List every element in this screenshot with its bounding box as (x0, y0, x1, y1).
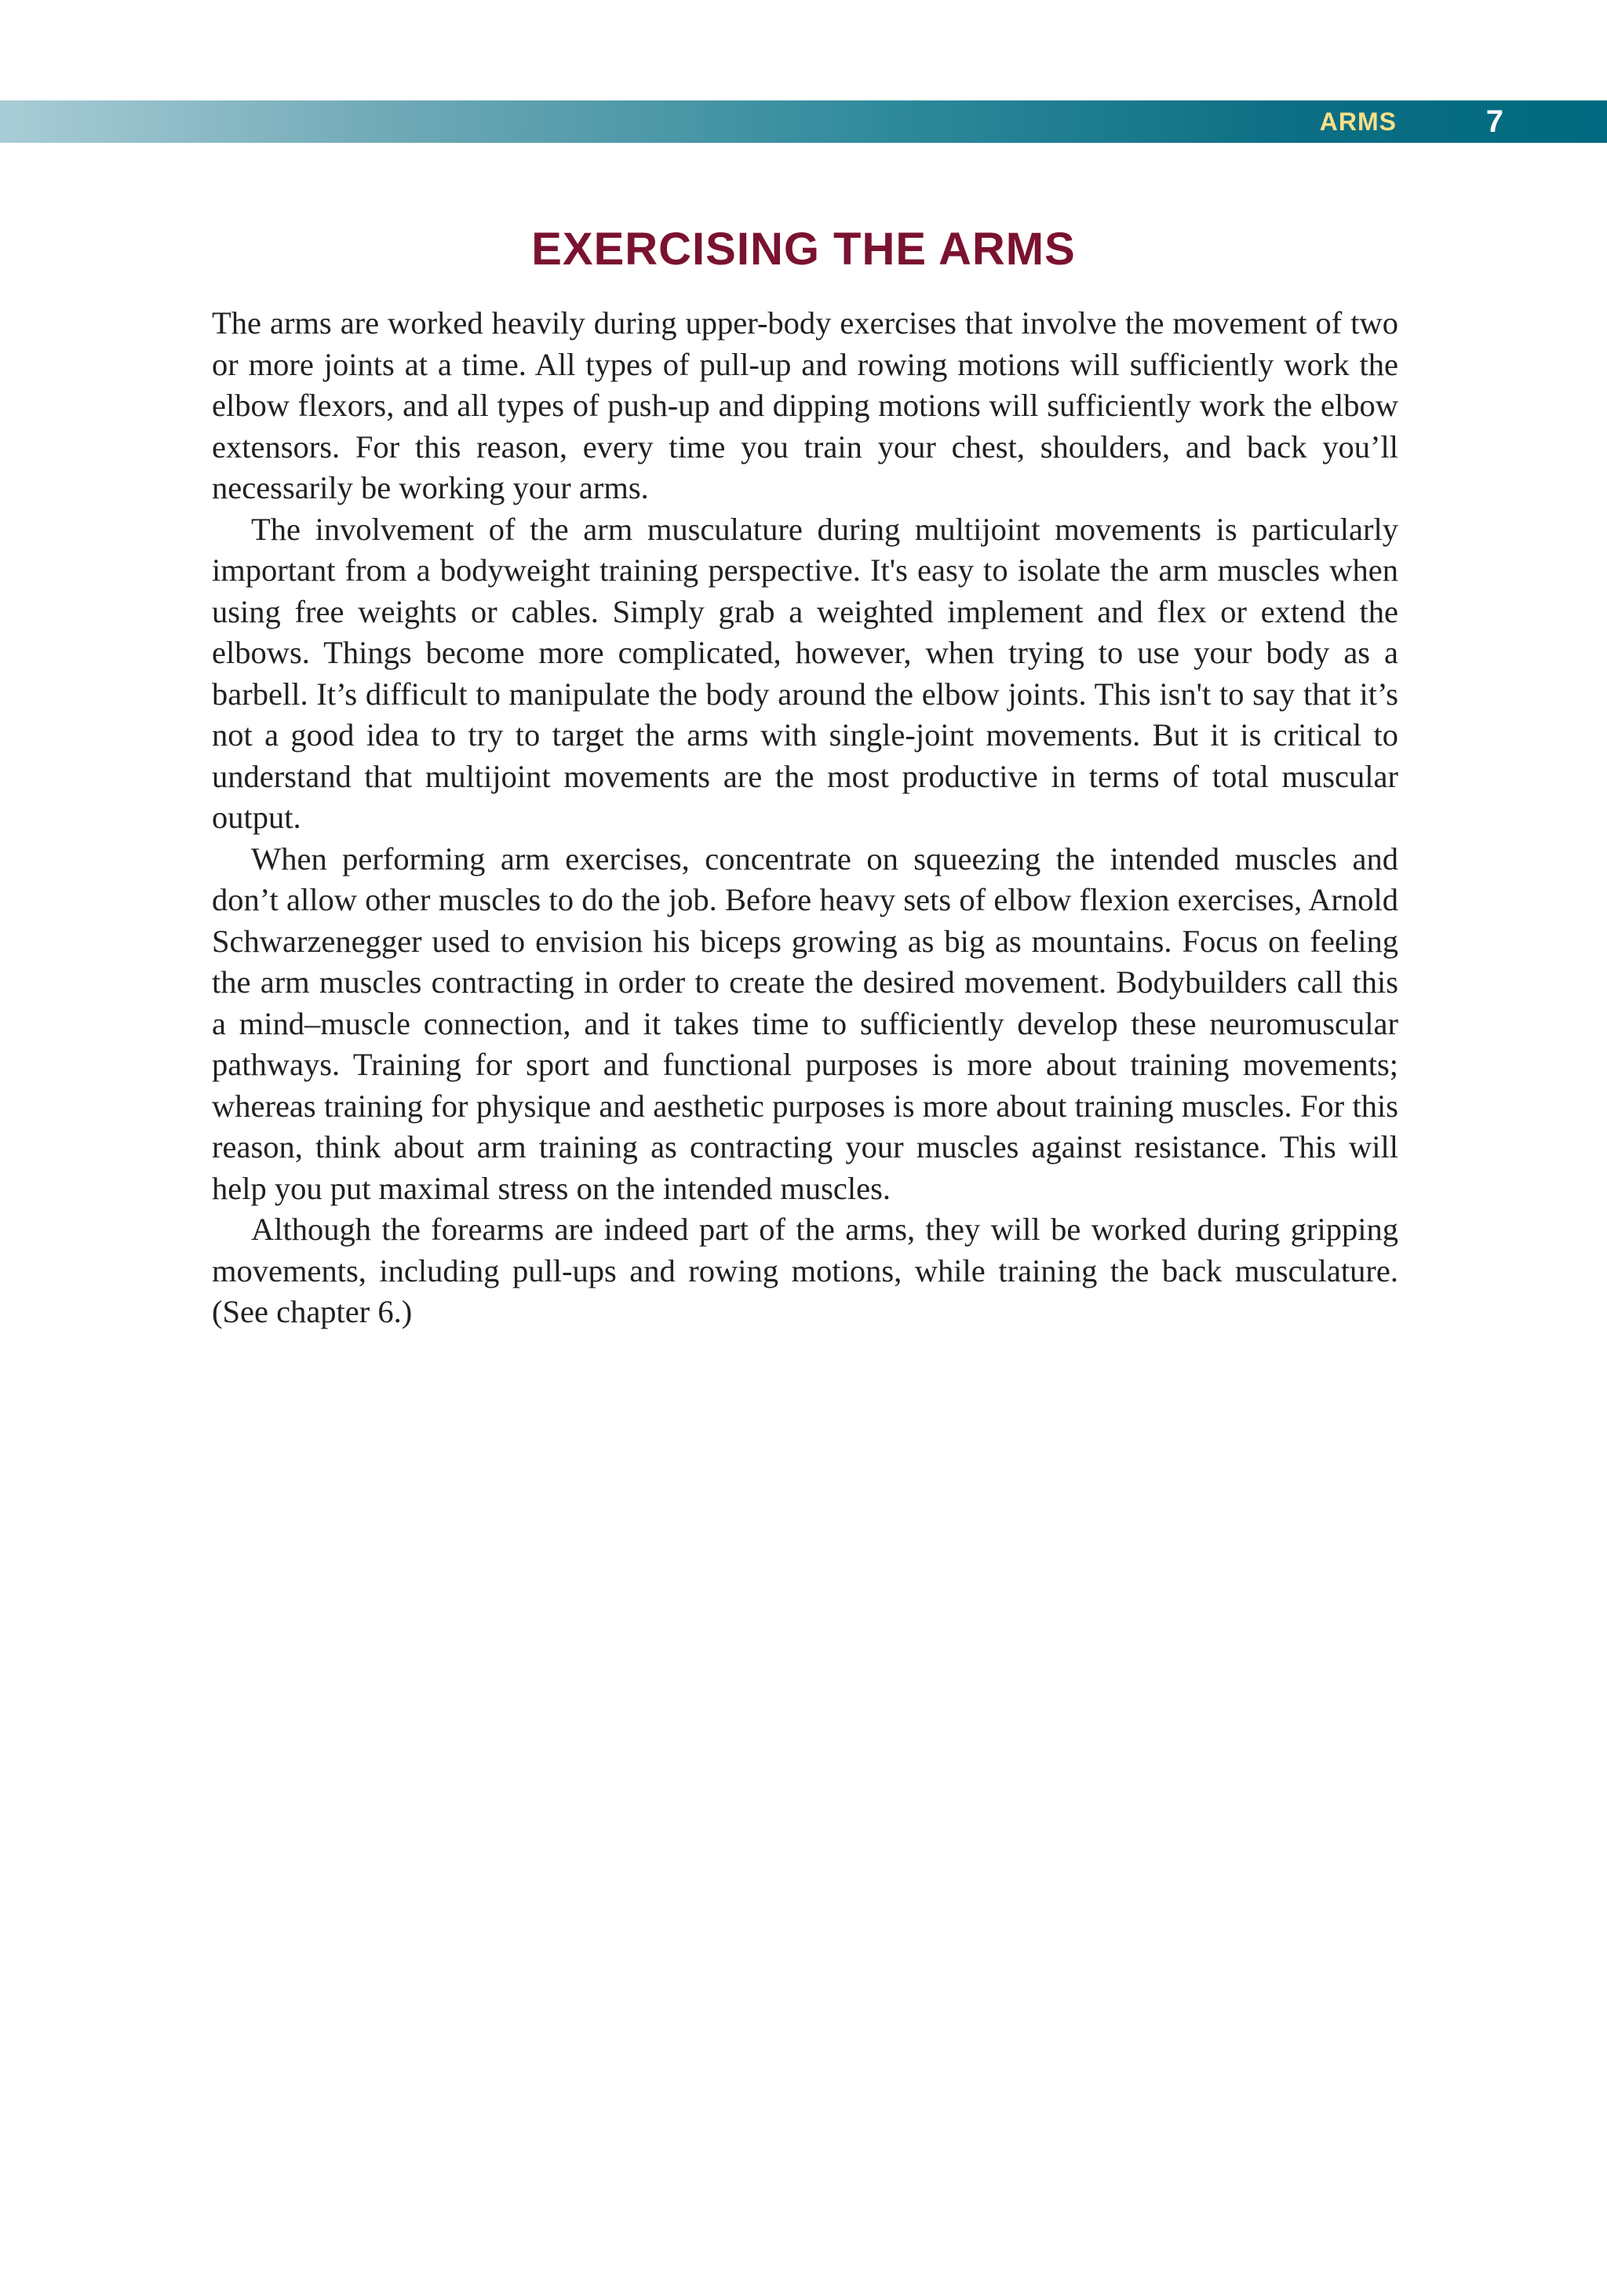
section-title: EXERCISING THE ARMS (531, 224, 1076, 275)
body-text (212, 303, 1398, 1333)
page-number: 7 (1485, 104, 1503, 139)
paragraph-2: The involvement of the arm musculature during multijoint movements is particularly important from a bodyweight training perspective. It's easy to isolate the arm muscles when using free weights or cables. Simply grab a weighted implement and flex or extend the elbows. Things become more complicated, however, when trying to use your body as a barbell. It’s difficult to manipulate the body around the elbow joints. This isn't to say that it’s not a good idea to try to target the arms with single-joint movements. But it is critical to understand that multijoint movements are the most productive in terms of total muscular output. (212, 511, 1398, 835)
paragraph-1: The arms are worked heavily during upper-body exercises that involve the movement of two or more joints at a time. All types of pull-up and rowing motions will sufficiently work the elbow flexors, and all types of push-up and dipping motions will sufficiently work the elbow extensors. For this reason, every time you train your chest, shoulders, and back you’ll necessarily be working your arms. (212, 305, 1398, 505)
paragraph-3: When performing arm exercises, concentrate on squeezing the intended muscles and don’t allow other muscles to do the job. Before heavy sets of elbow flexion exercises, Arnold Schwarzenegger used to envision his biceps growing as big as mountains. Focus on feeling the arm muscles contracting in order to create the desired movement. Bodybuilders call this a mind–muscle connection, and it takes time to sufficiently develop these neuromuscular pathways. Training for sport and functional purposes is more about training movements; whereas training for physique and aesthetic purposes is more about training muscles. For this reason, think about arm training as contracting your muscles against resistance. This will help you put maximal stress on the intended muscles. (212, 840, 1398, 1206)
chapter-label: ARMS (1319, 108, 1397, 136)
paragraph-4: Although the forearms are indeed part of the arms, they will be worked during gripping movements, including pull-ups and rowing motions, while training the back musculature. (See chapter 6.) (212, 1212, 1398, 1329)
